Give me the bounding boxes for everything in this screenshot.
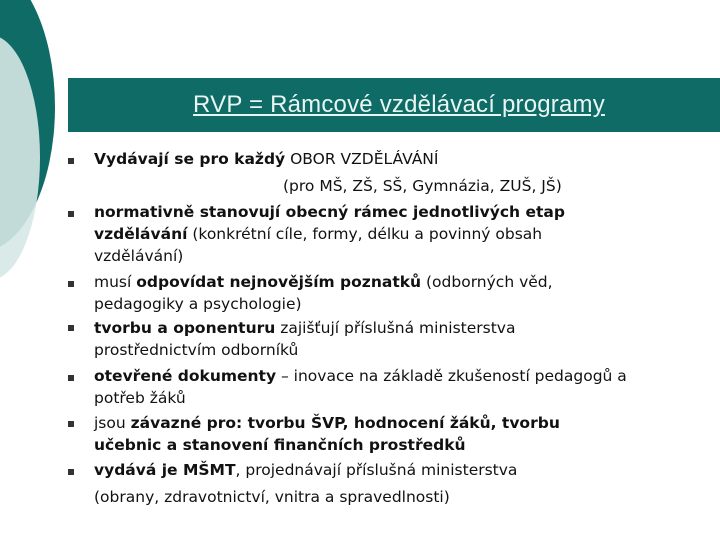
list-item-6-line-1: jsou závazné pro: tvorbu ŠVP, hodnocení žáků, tvorbu <box>94 414 560 432</box>
slide-title: RVP = Rámcové vzdělávací programy <box>193 91 605 118</box>
bullet-marker <box>68 211 74 217</box>
list-item-4-line-1: tvorbu a oponenturu zajišťují příslušná ministerstva <box>94 319 516 337</box>
list-item-6-line-2: učebnic a stanovení finančních prostředků <box>94 436 466 454</box>
list-item-7-line-1: vydává je MŠMT, projednávají příslušná ministerstva <box>94 461 518 479</box>
list-item-1-line-2: (pro MŠ, ZŠ, SŠ, Gymnázia, ZUŠ, JŠ) <box>283 177 562 195</box>
list-item-2-line-2: vzdělávání (konkrétní cíle, formy, délku a povinný obsah <box>94 225 543 243</box>
bullet-marker <box>68 421 74 427</box>
list-item-5-line-1: otevřené dokumenty – inovace na základě zkušeností pedagogů a <box>94 367 627 385</box>
list-item-2-line-1: normativně stanovují obecný rámec jednotlivých etap <box>94 203 565 221</box>
list-item-7-line-2: (obrany, zdravotnictví, vnitra a spravedlnosti) <box>94 488 450 506</box>
list-item-3-line-2: pedagogiky a psychologie) <box>94 295 302 313</box>
list-item-3-line-1: musí odpovídat nejnovějším poznatků (odborných věd, <box>94 273 553 291</box>
bullet-marker <box>68 158 74 164</box>
list-item-2-line-3: vzdělávání) <box>94 247 184 265</box>
bullet-marker <box>68 469 74 475</box>
bullet-marker <box>68 281 74 287</box>
list-item-1-line-1: Vydávají se pro každý OBOR VZDĚLÁVÁNÍ <box>94 150 439 168</box>
list-item-4-line-2: prostřednictvím odborníků <box>94 341 299 359</box>
bullet-marker <box>68 325 74 331</box>
bullet-marker <box>68 375 74 381</box>
list-item-5-line-2: potřeb žáků <box>94 389 186 407</box>
